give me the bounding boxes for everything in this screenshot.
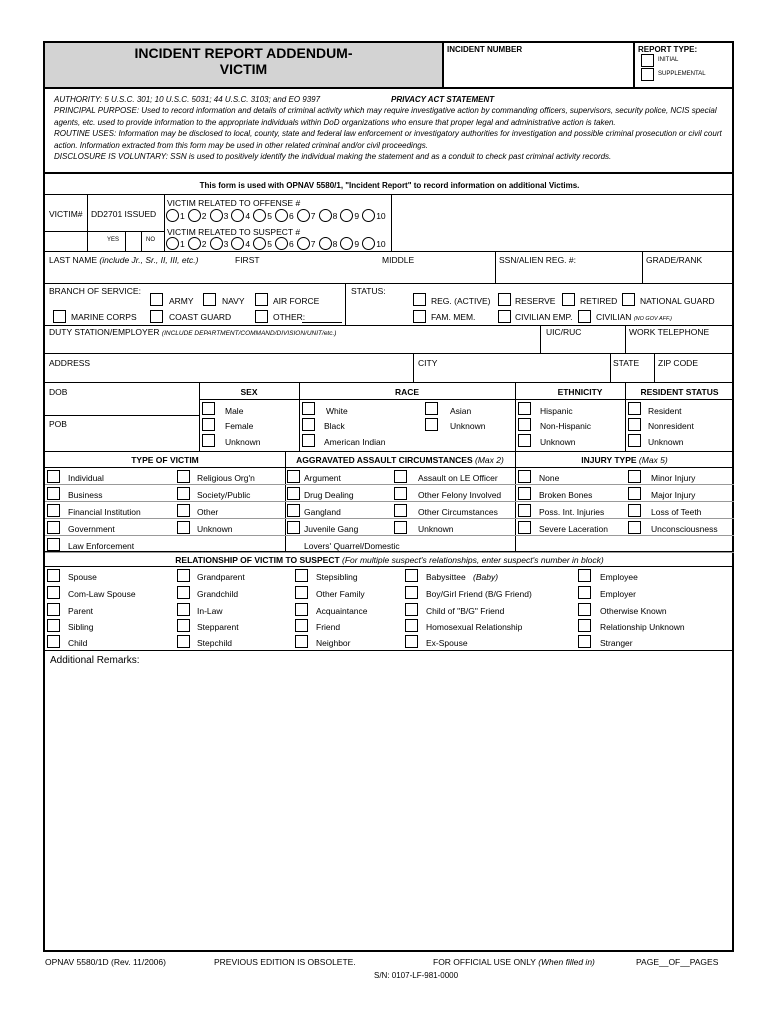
relationship-babysittee-hint: (Baby)	[473, 572, 499, 582]
sex-male-checkbox[interactable]	[202, 402, 215, 415]
offense-radio-label: 1	[180, 211, 185, 221]
first-name-label: FIRST	[235, 255, 260, 265]
victim-type-religious-org-n-label: Religious Org'n	[197, 473, 255, 483]
sex-female-label: Female	[225, 421, 254, 431]
injury-none-checkbox[interactable]	[518, 470, 531, 483]
report-type-label: REPORT TYPE:	[638, 45, 698, 54]
aggravated-unknown-checkbox[interactable]	[394, 521, 407, 534]
relationship-employee-checkbox[interactable]	[578, 569, 591, 582]
official-use-note: FOR OFFICIAL USE ONLY (When filled in)	[433, 957, 595, 967]
relationship-in-law-label: In-Law	[197, 606, 223, 616]
principal-purpose-text: PRINCIPAL PURPOSE: Used to record information and details of criminal activity which may require investigative action by commanding officers, supervisors, security police, NCIS special agents, etc. used to provide information to the appropriate individuals within DoD organizations who ensure that proper legal and administrative action is taken.	[54, 106, 717, 127]
offense-radio-2[interactable]	[188, 209, 201, 222]
race-white-checkbox[interactable]	[302, 402, 315, 415]
branch-army-checkbox[interactable]	[150, 293, 163, 306]
branch-marine-corps-checkbox[interactable]	[53, 310, 66, 323]
aggravated-assault-header: AGGRAVATED ASSAULT CIRCUMSTANCES (Max 2)	[296, 455, 504, 465]
victim-type-government-checkbox[interactable]	[47, 521, 60, 534]
relationship-relationship-unknown-checkbox[interactable]	[578, 619, 591, 632]
relationship-boy-girl-friend-b-g-friend-label: Boy/Girl Friend (B/G Friend)	[426, 589, 532, 599]
relationship-neighbor-checkbox[interactable]	[295, 635, 308, 648]
status-label: STATUS:	[351, 286, 386, 296]
row-divider	[45, 484, 734, 485]
suspect-radio-label: 7	[310, 239, 316, 249]
relationship-employee-label: Employee	[600, 572, 638, 582]
victim-type-individual-label: Individual	[68, 473, 104, 483]
dd2701-yes-label: YES	[107, 237, 120, 243]
injury-none-label: None	[539, 473, 560, 483]
sex-unknown-checkbox[interactable]	[202, 434, 215, 447]
relationship-stepsibling-label: Stepsibling	[316, 572, 358, 582]
victim-type-law-enforcement-checkbox[interactable]	[47, 538, 60, 551]
relationship-com-law-spouse-label: Com-Law Spouse	[68, 589, 136, 599]
disclosure-text: DISCLOSURE IS VOLUNTARY: SSN is used to positively identify the individual making the statement and as a conduit to check past criminal activity records.	[54, 152, 612, 162]
relationship-other-family-checkbox[interactable]	[295, 586, 308, 599]
injury-unconsciousness-label: Unconsciousness	[651, 524, 718, 534]
report-type-supplemental-label: SUPPLEMENTAL	[658, 71, 706, 77]
suspect-radio-1[interactable]	[166, 237, 179, 250]
offense-radio-label: 5	[267, 211, 272, 221]
aggravated-gangland-label: Gangland	[304, 507, 341, 517]
relationship-sibling-label: Sibling	[68, 622, 94, 632]
relationship-stepchild-label: Stepchild	[197, 638, 232, 648]
relationship-stranger-checkbox[interactable]	[578, 635, 591, 648]
ethnicity-non-hispanic-label: Non-Hispanic	[540, 421, 592, 431]
offense-radio-label: 10	[376, 211, 386, 221]
injury-loss-of-teeth-checkbox[interactable]	[628, 504, 641, 517]
suspect-radio-label: 8	[332, 239, 338, 249]
resident-unknown-label: Unknown	[648, 437, 684, 447]
sex-male-label: Male	[225, 406, 244, 416]
ssn-label: SSN/ALIEN REG. #:	[499, 255, 576, 265]
injury-severe-laceration-checkbox[interactable]	[518, 521, 531, 534]
branch-navy-label: NAVY	[222, 296, 245, 306]
page-of-pages: PAGE__OF__PAGES	[636, 957, 719, 967]
victim-type-financial-institution-label: Financial Institution	[68, 507, 141, 517]
injury-loss-of-teeth-label: Loss of Teeth	[651, 507, 702, 517]
relationship-acquaintance-label: Acquaintance	[316, 606, 368, 616]
race-asian-label: Asian	[450, 406, 472, 416]
injury-broken-bones-label: Broken Bones	[539, 490, 593, 500]
ethnicity-header: ETHNICITY	[557, 387, 603, 397]
relationship-stranger-label: Stranger	[600, 638, 633, 648]
branch-air-force-checkbox[interactable]	[255, 293, 268, 306]
race-black-checkbox[interactable]	[302, 418, 315, 431]
relationship-child-checkbox[interactable]	[47, 635, 60, 648]
status-fam-mem-label: FAM. MEM.	[431, 312, 476, 322]
victim-type-unknown-checkbox[interactable]	[177, 521, 190, 534]
victim-type-religious-org-n-checkbox[interactable]	[177, 470, 190, 483]
ethnicity-unknown-label: Unknown	[540, 437, 576, 447]
branch-air-force-label: AIR FORCE	[273, 296, 320, 306]
relationship-header: RELATIONSHIP OF VICTIM TO SUSPECT (For multiple suspect's relationships, enter suspect's number in block)	[175, 555, 604, 565]
branch-coast-guard-checkbox[interactable]	[150, 310, 163, 323]
injury-broken-bones-checkbox[interactable]	[518, 487, 531, 500]
pob-label: POB	[49, 419, 67, 429]
dd2701-issued-label: DD2701 ISSUED	[91, 209, 157, 219]
grade-rank-label: GRADE/RANK	[646, 255, 703, 265]
status-civilian-label: CIVILIAN (NO GOV AFF.)	[596, 312, 673, 322]
last-name-label: LAST NAME (include Jr., Sr., II, III, etc.)	[49, 255, 199, 265]
race-header: RACE	[394, 387, 420, 397]
race-unknown-checkbox[interactable]	[425, 418, 438, 431]
injury-severe-laceration-label: Severe Laceration	[539, 524, 608, 534]
aggravated-other-circumstances-checkbox[interactable]	[394, 504, 407, 517]
relationship-spouse-label: Spouse	[68, 572, 97, 582]
resident-nonresident-label: Nonresident	[648, 421, 694, 431]
ethnicity-hispanic-checkbox[interactable]	[518, 402, 531, 415]
related-offense-label: VICTIM RELATED TO OFFENSE #	[167, 198, 301, 208]
form-title: INCIDENT REPORT ADDENDUM- VICTIM	[134, 45, 353, 77]
offense-radio-7[interactable]	[297, 209, 310, 222]
victim-type-law-enforcement-label: Law Enforcement	[68, 541, 135, 551]
relationship-stepchild-checkbox[interactable]	[177, 635, 190, 648]
relationship-ex-spouse-label: Ex-Spouse	[426, 638, 468, 648]
row-divider	[45, 501, 734, 502]
status-national-guard-checkbox[interactable]	[622, 293, 635, 306]
aggravated-juvenile-gang-checkbox[interactable]	[287, 521, 300, 534]
victim-type-business-checkbox[interactable]	[47, 487, 60, 500]
offense-radio-label: 2	[201, 211, 207, 221]
sex-header: SEX	[240, 387, 258, 397]
suspect-radio-label: 1	[180, 239, 185, 249]
suspect-radio-3[interactable]	[210, 237, 223, 250]
victim-type-other-label: Other	[197, 507, 219, 517]
offense-radio-label: 3	[223, 211, 229, 221]
race-asian-checkbox[interactable]	[425, 402, 438, 415]
race-white-label: White	[326, 406, 348, 416]
status-civilian-emp-checkbox[interactable]	[498, 310, 511, 323]
relationship-grandparent-checkbox[interactable]	[177, 569, 190, 582]
relationship-stepparent-label: Stepparent	[197, 622, 239, 632]
branch-army-label: ARMY	[169, 296, 194, 306]
relationship-otherwise-known-checkbox[interactable]	[578, 603, 591, 616]
injury-poss-int-injuries-checkbox[interactable]	[518, 504, 531, 517]
offense-radio-label: 8	[332, 211, 338, 221]
row-divider	[45, 552, 734, 553]
victim-type-society-public-checkbox[interactable]	[177, 487, 190, 500]
branch-navy-checkbox[interactable]	[203, 293, 216, 306]
offense-radio-label: 7	[310, 211, 316, 221]
relationship-grandchild-label: Grandchild	[197, 589, 239, 599]
status-reg-active-checkbox[interactable]	[413, 293, 426, 306]
resident-unknown-checkbox[interactable]	[628, 434, 641, 447]
dd2701-no-label: NO	[146, 237, 155, 243]
offense-radio-8[interactable]	[319, 209, 332, 222]
relationship-child-of-b-g-friend-checkbox[interactable]	[405, 603, 418, 616]
offense-radio-label: 6	[289, 211, 294, 221]
report-type-initial-label: INITIAL	[658, 57, 679, 63]
aggravated-other-felony-involved-label: Other Felony Involved	[418, 490, 502, 500]
relationship-friend-label: Friend	[316, 622, 341, 632]
relationship-otherwise-known-label: Otherwise Known	[600, 606, 667, 616]
victim-type-financial-institution-checkbox[interactable]	[47, 504, 60, 517]
relationship-acquaintance-checkbox[interactable]	[295, 603, 308, 616]
victim-type-business-label: Business	[68, 490, 103, 500]
uic-ruc-label: UIC/RUC	[546, 327, 582, 337]
branch-other-field[interactable]	[302, 322, 342, 323]
relationship-homosexual-relationship-checkbox[interactable]	[405, 619, 418, 632]
victim-type-other-checkbox[interactable]	[177, 504, 190, 517]
form-id: OPNAV 5580/1D (Rev. 11/2006)	[45, 957, 166, 967]
incident-number-label: INCIDENT NUMBER	[447, 45, 523, 54]
branch-of-service-label: BRANCH OF SERVICE:	[49, 286, 141, 296]
aggravated-juvenile-gang-label: Juvenile Gang	[304, 524, 359, 534]
aggravated-drug-dealing-checkbox[interactable]	[287, 487, 300, 500]
middle-name-label: MIDDLE	[382, 255, 415, 265]
privacy-act-heading: PRIVACY ACT STATEMENT	[391, 95, 495, 104]
work-telephone-label: WORK TELEPHONE	[629, 327, 710, 337]
relationship-friend-checkbox[interactable]	[295, 619, 308, 632]
form-note: This form is used with OPNAV 5580/1, "Incident Report" to record information on additional Victims.	[199, 181, 580, 190]
relationship-sibling-checkbox[interactable]	[47, 619, 60, 632]
branch-other-checkbox[interactable]	[255, 310, 268, 323]
injury-type-header: INJURY TYPE (Max 5)	[581, 455, 668, 465]
privacy-act-statement	[54, 94, 722, 162]
aggravated-argument-label: Argument	[304, 473, 341, 483]
aggravated-gangland-checkbox[interactable]	[287, 504, 300, 517]
resident-nonresident-checkbox[interactable]	[628, 418, 641, 431]
status-reserve-checkbox[interactable]	[498, 293, 511, 306]
relationship-ex-spouse-checkbox[interactable]	[405, 635, 418, 648]
aggravated-assault-on-le-officer-label: Assault on LE Officer	[418, 473, 498, 483]
relationship-grandchild-checkbox[interactable]	[177, 586, 190, 599]
aggravated-drug-dealing-label: Drug Dealing	[304, 490, 354, 500]
injury-minor-injury-checkbox[interactable]	[628, 470, 641, 483]
injury-major-injury-label: Major Injury	[651, 490, 696, 500]
status-reg-active-label: REG. (ACTIVE)	[431, 296, 491, 306]
report-type-supplemental-checkbox[interactable]	[641, 68, 654, 81]
status-civilian-emp-label: CIVILIAN EMP.	[515, 312, 573, 322]
race-american-indian-label: American Indian	[324, 437, 386, 447]
suspect-radio-label: 5	[267, 239, 272, 249]
relationship-stepparent-checkbox[interactable]	[177, 619, 190, 632]
relationship-boy-girl-friend-b-g-friend-checkbox[interactable]	[405, 586, 418, 599]
suspect-radio-label: 2	[201, 239, 207, 249]
suspect-radio-label: 9	[354, 239, 360, 249]
relationship-babysittee-label: Babysittee	[426, 572, 466, 582]
ethnicity-unknown-checkbox[interactable]	[518, 434, 531, 447]
zip-code-label: ZIP CODE	[658, 358, 698, 368]
offense-radio-label: 9	[354, 211, 360, 221]
routine-uses-text: ROUTINE USES: Information may be disclosed to local, county, state and federal law enforcement or investigatory authorities for investigation and possible criminal prosecution or civil court action. Information extracted from this form may be used in other related criminal and/or civil proceedings.	[54, 129, 722, 150]
relationship-babysittee-checkbox[interactable]	[405, 569, 418, 582]
victim-type-individual-checkbox[interactable]	[47, 470, 60, 483]
branch-marine-corps-label: MARINE CORPS	[71, 312, 137, 322]
aggravated-argument-checkbox[interactable]	[287, 470, 300, 483]
injury-major-injury-checkbox[interactable]	[628, 487, 641, 500]
dob-label: DOB	[49, 387, 68, 397]
relationship-neighbor-label: Neighbor	[316, 638, 351, 648]
row-divider	[45, 535, 734, 536]
sex-unknown-label: Unknown	[225, 437, 261, 447]
aggravated-assault-on-le-officer-checkbox[interactable]	[394, 470, 407, 483]
type-of-victim-header: TYPE OF VICTIM	[131, 455, 199, 465]
relationship-child-label: Child	[68, 638, 88, 648]
duty-station-label: DUTY STATION/EMPLOYER (INCLUDE DEPARTMENT/COMMAND/DIVISION/UNIT/etc.)	[49, 327, 337, 337]
suspect-radio-label: 6	[289, 239, 294, 249]
relationship-stepsibling-checkbox[interactable]	[295, 569, 308, 582]
race-black-label: Black	[324, 421, 345, 431]
relationship-spouse-checkbox[interactable]	[47, 569, 60, 582]
row-divider	[45, 518, 734, 519]
suspect-radio-6[interactable]	[275, 237, 288, 250]
relationship-employer-label: Employer	[600, 589, 636, 599]
resident-resident-label: Resident	[648, 406, 682, 416]
aggravated-unknown-label: Unknown	[418, 524, 454, 534]
offense-radio-label: 4	[245, 211, 251, 221]
race-unknown-label: Unknown	[450, 421, 486, 431]
relationship-relationship-unknown-label: Relationship Unknown	[600, 622, 685, 632]
aggravated-other-felony-involved-checkbox[interactable]	[394, 487, 407, 500]
ethnicity-non-hispanic-checkbox[interactable]	[518, 418, 531, 431]
victim-number-label: VICTIM#	[49, 209, 83, 219]
suspect-radio-7[interactable]	[297, 237, 310, 250]
relationship-homosexual-relationship-label: Homosexual Relationship	[426, 622, 523, 632]
obsolete-note: PREVIOUS EDITION IS OBSOLETE.	[214, 957, 356, 967]
injury-minor-injury-label: Minor Injury	[651, 473, 696, 483]
status-civilian-checkbox[interactable]	[578, 310, 591, 323]
suspect-radio-8[interactable]	[319, 237, 332, 250]
suspect-radio-label: 10	[376, 239, 386, 249]
relationship-grandparent-label: Grandparent	[197, 572, 245, 582]
ethnicity-hispanic-label: Hispanic	[540, 406, 573, 416]
status-retired-label: RETIRED	[580, 296, 618, 306]
serial-number: S/N: 0107-LF-981-0000	[374, 971, 459, 980]
related-suspect-label: VICTIM RELATED TO SUSPECT #	[167, 227, 301, 237]
relationship-parent-label: Parent	[68, 606, 94, 616]
suspect-radio-label: 4	[245, 239, 251, 249]
status-retired-checkbox[interactable]	[562, 293, 575, 306]
relationship-com-law-spouse-checkbox[interactable]	[47, 586, 60, 599]
incident-number-field[interactable]	[450, 56, 628, 84]
suspect-radio-label: 3	[223, 239, 229, 249]
injury-unconsciousness-checkbox[interactable]	[628, 521, 641, 534]
aggravated-other-circumstances-label: Other Circumstances	[418, 507, 498, 517]
victim-type-society-public-label: Society/Public	[197, 490, 251, 500]
race-american-indian-checkbox[interactable]	[302, 434, 315, 447]
status-fam-mem-checkbox[interactable]	[413, 310, 426, 323]
offense-radio-6[interactable]	[275, 209, 288, 222]
offense-radio-1[interactable]	[166, 209, 179, 222]
aggravated-lovers-quarrel-domestic-label: Lovers' Quarrel/Domestic	[304, 541, 400, 551]
authority-text: AUTHORITY: 5 U.S.C. 301; 10 U.S.C. 5031; 44 U.S.C. 3103; and EO 9397	[54, 95, 321, 104]
branch-coast-guard-label: COAST GUARD	[169, 312, 232, 322]
injury-poss-int-injuries-label: Poss. Int. Injuries	[539, 507, 605, 517]
relationship-employer-checkbox[interactable]	[578, 586, 591, 599]
additional-remarks-label: Additional Remarks:	[50, 655, 140, 666]
resident-resident-checkbox[interactable]	[628, 402, 641, 415]
relationship-parent-checkbox[interactable]	[47, 603, 60, 616]
suspect-radio-2[interactable]	[188, 237, 201, 250]
sex-female-checkbox[interactable]	[202, 418, 215, 431]
relationship-in-law-checkbox[interactable]	[177, 603, 190, 616]
city-label: CITY	[418, 358, 438, 368]
state-label: STATE	[613, 358, 640, 368]
report-type-initial-checkbox[interactable]	[641, 54, 654, 67]
address-label: ADDRESS	[49, 358, 91, 368]
branch-other-label: OTHER:	[273, 312, 306, 322]
victim-type-unknown-label: Unknown	[197, 524, 233, 534]
relationship-other-family-label: Other Family	[316, 589, 365, 599]
resident-status-header: RESIDENT STATUS	[640, 387, 719, 397]
status-national-guard-label: NATIONAL GUARD	[640, 296, 715, 306]
status-reserve-label: RESERVE	[515, 296, 556, 306]
victim-type-government-label: Government	[68, 524, 115, 534]
offense-radio-3[interactable]	[210, 209, 223, 222]
relationship-child-of-b-g-friend-label: Child of "B/G" Friend	[426, 606, 505, 616]
additional-remarks-field[interactable]	[48, 670, 730, 948]
